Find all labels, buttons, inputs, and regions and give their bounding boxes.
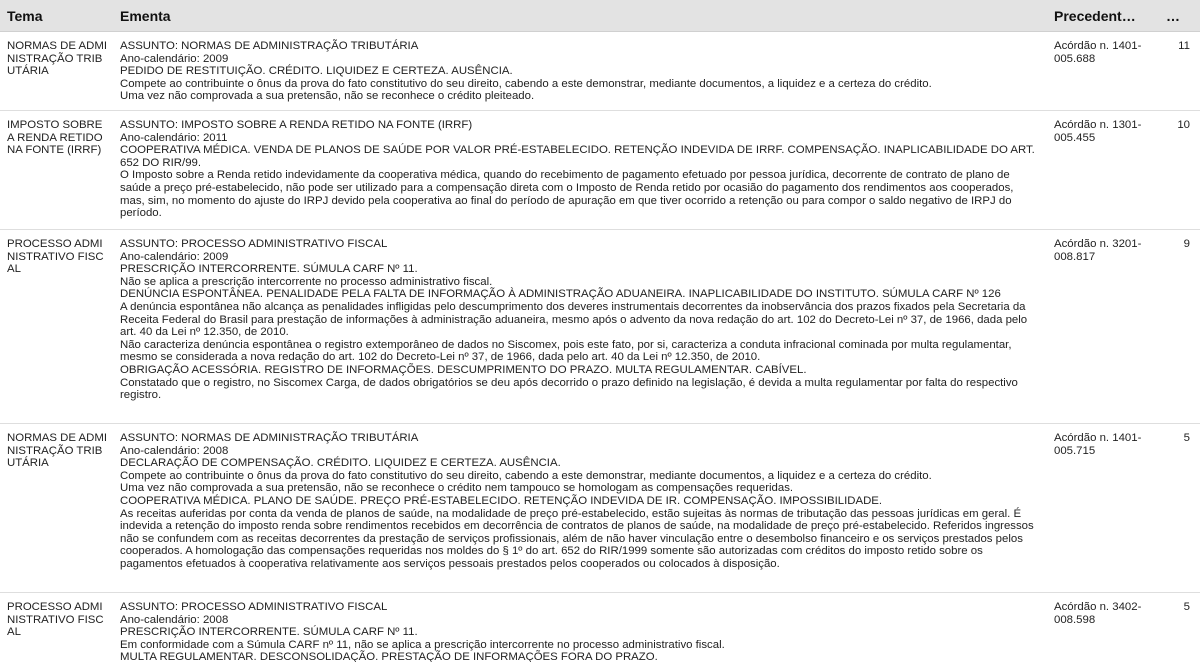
- count-cell: 10: [1177, 119, 1190, 131]
- tema-cell: NORMAS DE ADMINISTRAÇÃO TRIBUTÁRIA: [7, 432, 107, 470]
- precedente-link[interactable]: Acórdão n. 1401-005.715: [1054, 432, 1142, 457]
- table-header: [0, 0, 1200, 32]
- ementa-line: Em conformidade com a Súmula CARF nº 11, não se aplica a prescrição intercorrente no processo administrativo fiscal.: [120, 638, 725, 651]
- table-row[interactable]: [0, 111, 1200, 230]
- table-row[interactable]: [0, 593, 1200, 662]
- ementa-line: As receitas auferidas por conta da venda de planos de saúde, na modalidade de preço pré-estabelecido, estão sujeitas às normas de tributação das pessoas jurídicas em geral. É indevida a retenção do imposto renda sobre rendimentos recebidos em decorrência de contratos de planos de saúde, na modalidade de preço pré-estabelecido. Referidos ingressos não se confundem com as receitas decorrentes da prestação de serviços profissionais, além de não haver vinculação entre o desembolso financeiro e os serviços prestados pelos cooperados. A homologação das compensações requeridas nos moldes do § 1º do art. 652 do RIR/1999 somente são autorizadas com créditos do imposto retido sobre os pagamentos efetuados à cooperativa relativamente aos serviços pessoais prestados pelos cooperados ou colocados à disposição.: [120, 507, 1034, 570]
- precedente-cell: [1054, 40, 1160, 65]
- precedente-link[interactable]: Acórdão n. 1401-005.688: [1054, 40, 1142, 65]
- ementa-cell: [112, 238, 1054, 402]
- tema-cell: PROCESSO ADMINISTRATIVO FISCAL: [7, 238, 104, 276]
- ementa-line: Não se aplica a prescrição intercorrente no processo administrativo fiscal.: [120, 275, 493, 288]
- ementa-line: OBRIGAÇÃO ACESSÓRIA. REGISTRO DE INFORMAÇÕES. DESCUMPRIMENTO DO PRAZO. MULTA REGULAMENTAR. CABÍVEL.: [120, 363, 807, 376]
- precedente-cell: [1054, 601, 1160, 626]
- count-cell: 5: [1183, 601, 1190, 613]
- precedente-cell: [1054, 119, 1160, 144]
- ementa-line: ASSUNTO: PROCESSO ADMINISTRATIVO FISCAL: [120, 601, 388, 613]
- tema-cell: NORMAS DE ADMINISTRAÇÃO TRIBUTÁRIA: [7, 40, 107, 78]
- ementa-cell: [112, 40, 1054, 103]
- ementa-line: Compete ao contribuinte o ônus da prova do fato constitutivo do seu direito, cabendo a este demonstrar, mediante documentos, a liquidez e a certeza do crédito.: [120, 77, 932, 90]
- column-header-count[interactable]: …: [1166, 7, 1180, 24]
- ementa-line: ASSUNTO: NORMAS DE ADMINISTRAÇÃO TRIBUTÁRIA: [120, 40, 419, 52]
- table-row[interactable]: [0, 230, 1200, 424]
- ementa-line: Não caracteriza denúncia espontânea o registro extemporâneo de dados no Siscomex, pois este fato, por si, caracteriza a conduta infracional cominada por multa regulamentar, mesmo se considerada a nova redação do art. 102 do Decreto-Lei nº 37, de 1966, dada pelo art. 40 da Lei nº 12.350, de 2010.: [120, 338, 1012, 364]
- table-row[interactable]: [0, 424, 1200, 593]
- count-cell: 11: [1178, 40, 1190, 52]
- ementa-line: PRESCRIÇÃO INTERCORRENTE. SÚMULA CARF Nº 11.: [120, 263, 418, 276]
- ementa-cell: [112, 432, 1054, 571]
- ementa-line: Ano-calendário: 2009: [120, 250, 229, 263]
- column-header-precedentes[interactable]: Precedent…: [1054, 7, 1136, 24]
- ementa-line: ASSUNTO: IMPOSTO SOBRE A RENDA RETIDO NA FONTE (IRRF): [120, 119, 473, 131]
- precedente-link[interactable]: Acórdão n. 1301-005.455: [1054, 119, 1142, 144]
- ementa-line: COOPERATIVA MÉDICA. VENDA DE PLANOS DE SAÚDE POR VALOR PRÉ-ESTABELECIDO. RETENÇÃO INDEVIDA DE IRRF. COMPENSAÇÃO. INAPLICABILIDADE DO ART. 652 DO RIR/99.: [120, 144, 1035, 169]
- ementa-line: Ano-calendário: 2008: [120, 444, 229, 457]
- ementa-line: PRESCRIÇÃO INTERCORRENTE. SÚMULA CARF Nº 11.: [120, 626, 418, 639]
- ementa-line: Constatado que o registro, no Siscomex Carga, de dados obrigatórios se deu após decorrido o prazo definido na legislação, é devida a multa regulamentar por falta do respectivo registro.: [120, 376, 1018, 402]
- ementa-line: DENÚNCIA ESPONTÂNEA. PENALIDADE PELA FALTA DE INFORMAÇÃO À ADMINISTRAÇÃO ADUANEIRA. INAPLICABILIDADE DO INSTITUTO. SÚMULA CARF Nº 126: [120, 288, 1001, 301]
- column-header-ementa[interactable]: Ementa: [120, 7, 171, 24]
- ementa-line: Compete ao contribuinte o ônus da prova do fato constitutivo do seu direito, cabendo a este demonstrar, mediante documentos, a liquidez e a certeza do crédito.: [120, 469, 932, 482]
- ementa-line: PEDIDO DE RESTITUIÇÃO. CRÉDITO. LIQUIDEZ E CERTEZA. AUSÊNCIA.: [120, 65, 513, 78]
- precedente-link[interactable]: Acórdão n. 3402-008.598: [1054, 601, 1142, 626]
- precedente-cell: [1054, 238, 1160, 263]
- ementa-line: Uma vez não comprovada a sua pretensão, não se reconhece o crédito nem tampouco se homologam as compensações requeridas.: [120, 482, 794, 495]
- ementa-line: Ano-calendário: 2008: [120, 613, 229, 626]
- precedente-link[interactable]: Acórdão n. 3201-008.817: [1054, 238, 1142, 263]
- precedente-cell: [1054, 432, 1160, 457]
- ementa-line: Ano-calendário: 2011: [120, 131, 228, 144]
- count-cell: 5: [1183, 432, 1190, 444]
- ementa-line: COOPERATIVA MÉDICA. PLANO DE SAÚDE. PREÇO PRÉ-ESTABELECIDO. RETENÇÃO INDEVIDA DE IR. COMPENSAÇÃO. IMPOSSIBILIDADE.: [120, 494, 883, 507]
- ementa-cell: [112, 119, 1054, 220]
- column-header-tema[interactable]: Tema: [7, 7, 43, 24]
- tema-cell: IMPOSTO SOBRE A RENDA RETIDO NA FONTE (IRRF): [7, 119, 103, 157]
- tema-cell: PROCESSO ADMINISTRATIVO FISCAL: [7, 601, 104, 639]
- ementa-line: O Imposto sobre a Renda retido indevidamente da cooperativa médica, quando do recebimento de pagamento efetuado por pessoa jurídica, decorrente de contrato de plano de saúde a preço pré-estabelecido, não pode ser utilizado para a compensação direta com o Imposto de Renda retido por ocasião do pagamento dos rendimentos aos cooperados, mas, sim, no momento do ajuste do IRPJ devido pela cooperativa ao final do período de apuração em que tiver ocorrido a retenção ou para compor o saldo negativo de IRPJ do período.: [120, 169, 1014, 220]
- ementa-line: DECLARAÇÃO DE COMPENSAÇÃO. CRÉDITO. LIQUIDEZ E CERTEZA. AUSÊNCIA.: [120, 457, 561, 470]
- ementa-cell: [112, 601, 1054, 662]
- ementa-line: Uma vez não comprovada a sua pretensão, não se reconhece o crédito pleiteado.: [120, 90, 535, 103]
- ementa-line: ASSUNTO: NORMAS DE ADMINISTRAÇÃO TRIBUTÁRIA: [120, 432, 419, 444]
- count-cell: 9: [1183, 238, 1190, 250]
- ementa-line: MULTA REGULAMENTAR. DESCONSOLIDAÇÃO. PRESTAÇÃO DE INFORMAÇÕES FORA DO PRAZO.: [120, 651, 658, 662]
- ementa-line: ASSUNTO: PROCESSO ADMINISTRATIVO FISCAL: [120, 238, 388, 250]
- ementa-line: Ano-calendário: 2009: [120, 52, 229, 65]
- ementa-line: A denúncia espontânea não alcança as penalidades infligidas pelo descumprimento dos deveres instrumentais decorrentes da inobservância dos prazos fixados pela Secretaria da Receita Federal do Brasil para prestação de informações à administração aduaneira, mesmo após o advento da nova redação do art. 102 do Decreto-Lei nº 37, de 1966, dada pelo art. 40 da Lei nº 12.350, de 2010.: [120, 300, 1028, 339]
- table-row[interactable]: [0, 32, 1200, 111]
